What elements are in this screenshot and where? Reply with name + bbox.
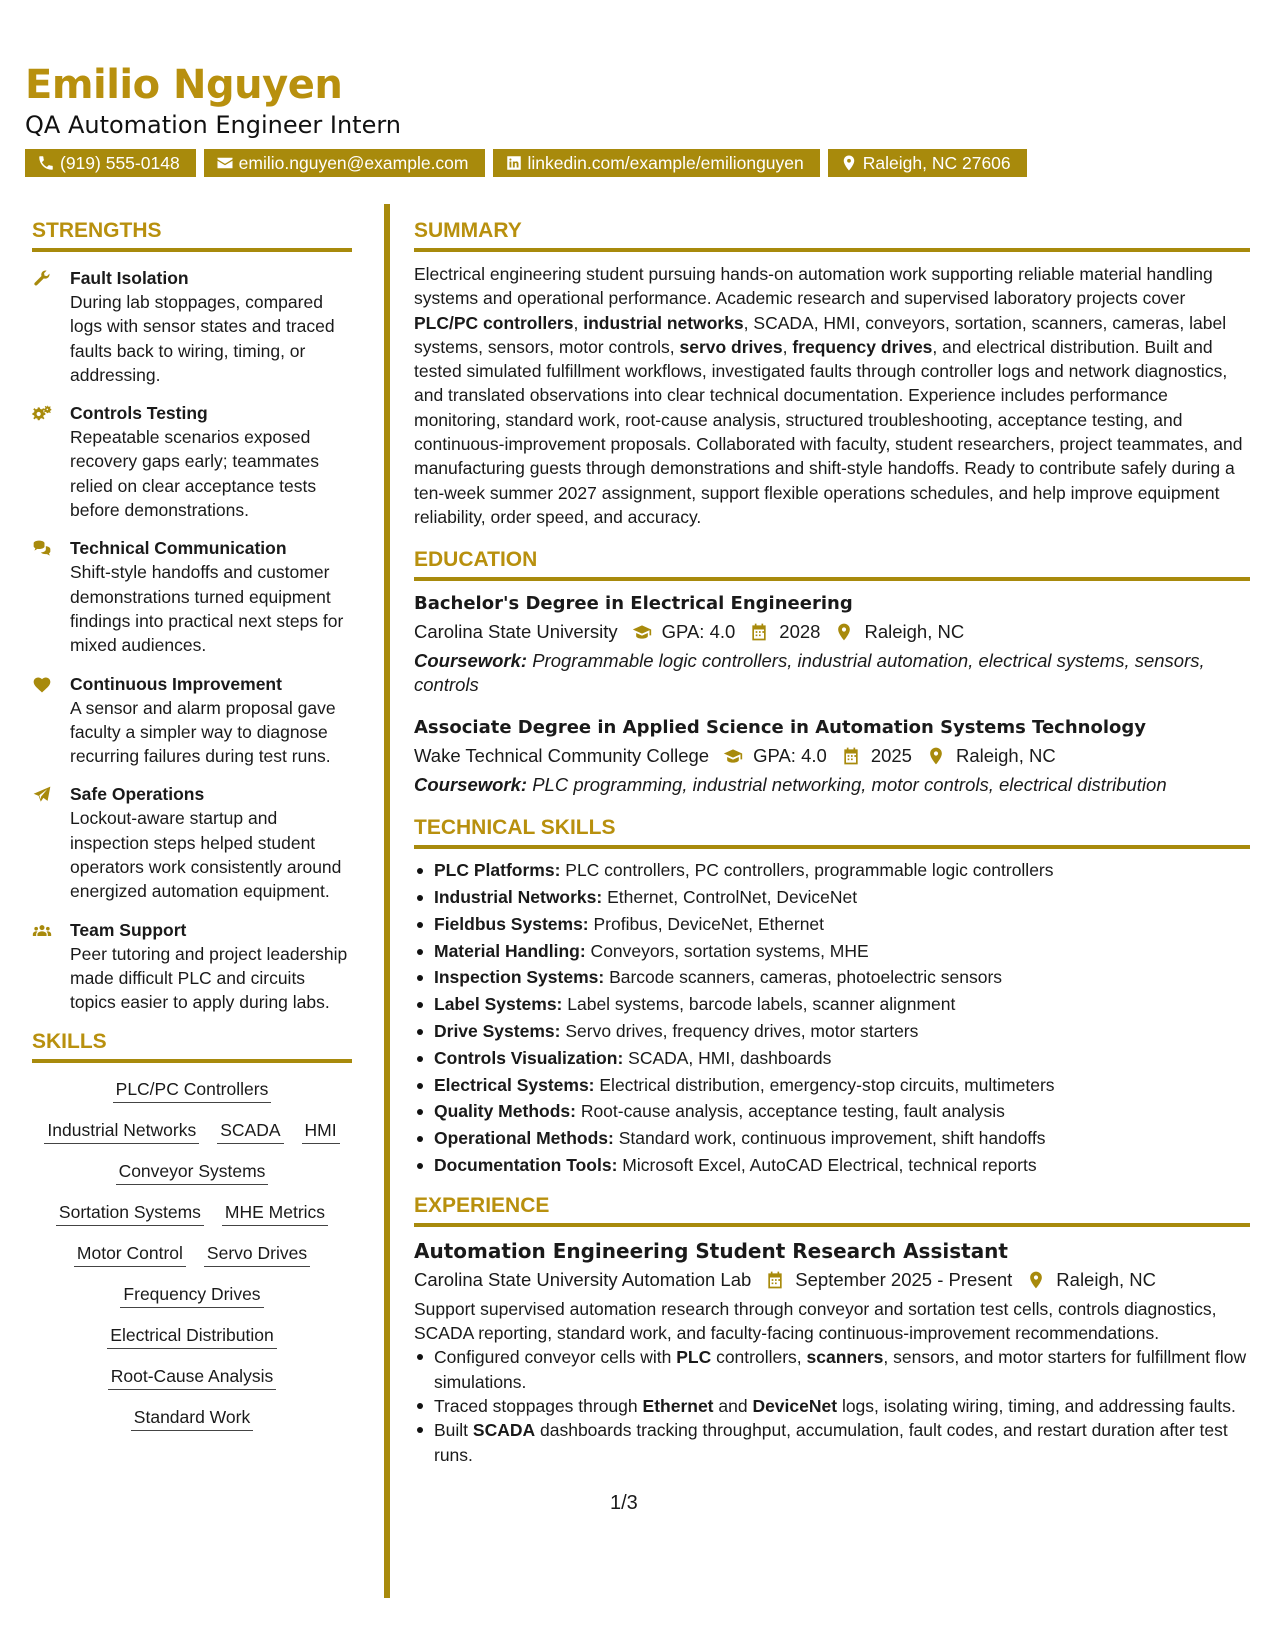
left-column [32, 218, 352, 1446]
page-number: 1/3 [610, 1492, 638, 1514]
resume-header [25, 62, 1255, 177]
location-chip[interactable] [828, 149, 1027, 177]
tag-row [113, 1077, 272, 1103]
list-item: Material Handling: Conveyors, sortation systems, MHE [414, 938, 1250, 965]
grad-year: 2025 [870, 745, 912, 767]
skill-tag: Sortation Systems [56, 1200, 204, 1226]
skill-tag: Electrical Distribution [107, 1323, 276, 1349]
skills-tags [32, 1077, 352, 1446]
education-heading: EDUCATION [414, 547, 1250, 581]
linkedin-chip[interactable] [493, 149, 820, 177]
users-icon [32, 921, 52, 941]
tag-row [107, 1323, 276, 1349]
paper-plane-icon [32, 785, 52, 805]
tag-row [108, 1364, 276, 1390]
strength-desc: A sensor and alarm proposal gave faculty a simpler way to diagnose recurring failures during test runs. [70, 697, 336, 767]
list-item: Label Systems: Label systems, barcode labels, scanner alignment [414, 991, 1250, 1018]
comments-icon [32, 539, 52, 559]
skill-tag: PLC/PC Controllers [113, 1077, 272, 1103]
technical-skills-heading: TECHNICAL SKILLS [414, 815, 1250, 849]
list-item: Configured conveyor cells with PLC controllers, scanners, sensors, and motor starters for fulfillment flow simulations. [414, 1345, 1250, 1394]
list-item: Built SCADA dashboards tracking throughput, accumulation, fault codes, and restart duration after test runs. [414, 1418, 1250, 1467]
graduation-cap-icon [632, 622, 652, 642]
strength-desc: During lab stoppages, compared logs with sensor states and traced faults back to wiring, timing, or addressing. [70, 292, 335, 385]
list-item: Traced stoppages through Ethernet and DeviceNet logs, isolating wiring, timing, and addressing faults. [414, 1394, 1250, 1418]
strength-title: Controls Testing [70, 403, 208, 424]
skill-tag: Servo Drives [204, 1241, 310, 1267]
email-text: emilio.nguyen@example.com [238, 153, 469, 173]
strength-item [32, 536, 352, 657]
summary-heading: SUMMARY [414, 218, 1250, 252]
degree-title: Associate Degree in Applied Science in Automation Systems Technology [414, 717, 1146, 739]
coursework: Coursework: Programmable logic controllers, industrial automation, electrical systems, sensors, controls [414, 650, 1205, 696]
job-description: Support supervised automation research through conveyor and sortation test cells, controls diagnostics, SCADA reporting, standard work, and faculty-facing continuous-improvement recommendations. [414, 1298, 1217, 1344]
strength-item [32, 918, 352, 1015]
contact-bar [25, 149, 1255, 177]
strength-item [32, 401, 352, 522]
tag-row [120, 1282, 263, 1308]
list-item: Drive Systems: Servo drives, frequency drives, motor starters [414, 1018, 1250, 1045]
degree-title: Bachelor's Degree in Electrical Engineering [414, 593, 853, 615]
strength-desc: Peer tutoring and project leadership made difficult PLC and circuits topics easier to apply during labs. [70, 943, 348, 1013]
column-divider [384, 204, 390, 1598]
candidate-name: Emilio Nguyen [25, 62, 343, 108]
list-item: Documentation Tools: Microsoft Excel, AutoCAD Electrical, technical reports [414, 1152, 1250, 1179]
skill-tag: Standard Work [131, 1405, 253, 1431]
linkedin-icon [505, 154, 523, 172]
school-name: Carolina State University [414, 621, 618, 643]
coursework: Coursework: PLC programming, industrial networking, motor controls, electrical distribution [414, 774, 1167, 796]
list-item: Industrial Networks: Ethernet, ControlNet, DeviceNet [414, 884, 1250, 911]
location-text: Raleigh, NC 27606 [862, 153, 1011, 173]
skill-tag: Root-Cause Analysis [108, 1364, 276, 1390]
strength-desc: Repeatable scenarios exposed recovery gaps early; teammates relied on clear acceptance tests before demonstrations. [70, 427, 319, 521]
gpa-text: GPA: 4.0 [661, 621, 736, 643]
strength-desc: Lockout-aware startup and inspection steps helped student operators work consistently around energized automation equipment. [70, 808, 342, 902]
heart-icon [32, 675, 52, 695]
list-item: Controls Visualization: SCADA, HMI, dashboards [414, 1045, 1250, 1072]
list-item: Fieldbus Systems: Profibus, DeviceNet, Ethernet [414, 911, 1250, 938]
education-item [414, 591, 1250, 697]
education-meta [414, 617, 1250, 647]
candidate-role: QA Automation Engineer Intern [25, 111, 401, 139]
strength-title: Technical Communication [70, 538, 287, 559]
map-pin-icon [840, 154, 858, 172]
skill-tag: MHE Metrics [222, 1200, 328, 1226]
school-name: Wake Technical Community College [414, 745, 710, 767]
phone-icon [37, 154, 55, 172]
skill-tag: Frequency Drives [120, 1282, 263, 1308]
job-title: Automation Engineering Student Research Assistant [414, 1238, 1008, 1263]
tag-row [74, 1241, 310, 1267]
education-list [414, 591, 1250, 797]
school-location: Raleigh, NC [955, 745, 1056, 767]
calendar-icon [749, 622, 769, 642]
skill-tag: SCADA [217, 1118, 283, 1144]
email-chip[interactable] [204, 149, 485, 177]
experience-item [414, 1237, 1250, 1467]
tag-row [131, 1405, 253, 1431]
grad-year: 2028 [779, 621, 821, 643]
strength-title: Fault Isolation [70, 268, 189, 288]
map-pin-icon [1026, 1270, 1046, 1290]
strength-title: Continuous Improvement [70, 673, 282, 694]
tag-row [116, 1159, 269, 1185]
strength-item [32, 672, 352, 769]
skill-tag: HMI [302, 1118, 340, 1144]
list-item: Operational Methods: Standard work, continuous improvement, shift handoffs [414, 1125, 1250, 1152]
list-item: PLC Platforms: PLC controllers, PC controllers, programmable logic controllers [414, 857, 1250, 884]
job-dates: September 2025 - Present [795, 1268, 1013, 1290]
calendar-icon [765, 1270, 785, 1290]
skill-tag: Conveyor Systems [116, 1159, 269, 1185]
graduation-cap-icon [723, 746, 743, 766]
strength-item [32, 266, 352, 387]
phone-text: (919) 555-0148 [60, 153, 180, 173]
list-item: Electrical Systems: Electrical distribution, emergency-stop circuits, multimeters [414, 1072, 1250, 1099]
wrench-icon [32, 269, 52, 289]
education-item [414, 715, 1250, 797]
map-pin-icon [926, 746, 946, 766]
gears-icon [32, 404, 52, 424]
job-bullets [414, 1345, 1250, 1466]
skill-tag: Motor Control [74, 1241, 186, 1267]
list-item: Inspection Systems: Barcode scanners, cameras, photoelectric sensors [414, 964, 1250, 991]
education-meta [414, 741, 1250, 771]
job-meta [414, 1265, 1250, 1295]
strengths-heading: STRENGTHS [32, 218, 352, 252]
summary-text: Electrical engineering student pursuing hands-on automation work supporting reliable material handling systems and operational performance. Academic research and supervised laboratory projects cover PLC/PC controllers, industrial networks, SCADA, HMI, conveyors, sortation, scanners, cameras, label systems, sensors, motor controls, servo drives, frequency drives, and electrical distribution. Built and tested simulated fulfillment workflows, investigated faults through controller logs and network diagnostics, and translated observations into clear technical documentation. Experience includes performance monitoring, standard work, root-cause analysis, structured troubleshooting, acceptance testing, and continuous-improvement proposals. Collaborated with faculty, student researchers, project teammates, and manufacturing guests through demonstrations and shift-style handoffs. Ready to contribute safely during a ten-week summer 2027 assignment, support flexible operations schedules, and help improve equipment reliability, order speed, and accuracy. [414, 264, 1243, 527]
right-column [414, 218, 1250, 1467]
linkedin-text: linkedin.com/example/emilionguyen [527, 153, 804, 173]
school-location: Raleigh, NC [864, 621, 965, 643]
strengths-list [32, 266, 352, 1015]
strength-title: Team Support [70, 919, 187, 940]
strength-desc: Shift-style handoffs and customer demonstrations turned equipment findings into practical next steps for mixed audiences. [70, 562, 344, 656]
skills-heading: SKILLS [32, 1029, 352, 1063]
phone-chip[interactable] [25, 149, 196, 177]
experience-heading: EXPERIENCE [414, 1193, 1250, 1227]
calendar-icon [841, 746, 861, 766]
tag-row [44, 1118, 339, 1144]
org-name: Carolina State University Automation Lab [414, 1268, 752, 1290]
skill-tag: Industrial Networks [44, 1118, 199, 1144]
tag-row [56, 1200, 328, 1226]
map-pin-icon [834, 622, 854, 642]
envelope-icon [216, 154, 234, 172]
gpa-text: GPA: 4.0 [753, 745, 827, 767]
technical-skills-list [414, 857, 1250, 1179]
strength-item [32, 782, 352, 903]
list-item: Quality Methods: Root-cause analysis, acceptance testing, fault analysis [414, 1098, 1250, 1125]
job-location: Raleigh, NC [1056, 1268, 1157, 1290]
strength-title: Safe Operations [70, 784, 205, 805]
